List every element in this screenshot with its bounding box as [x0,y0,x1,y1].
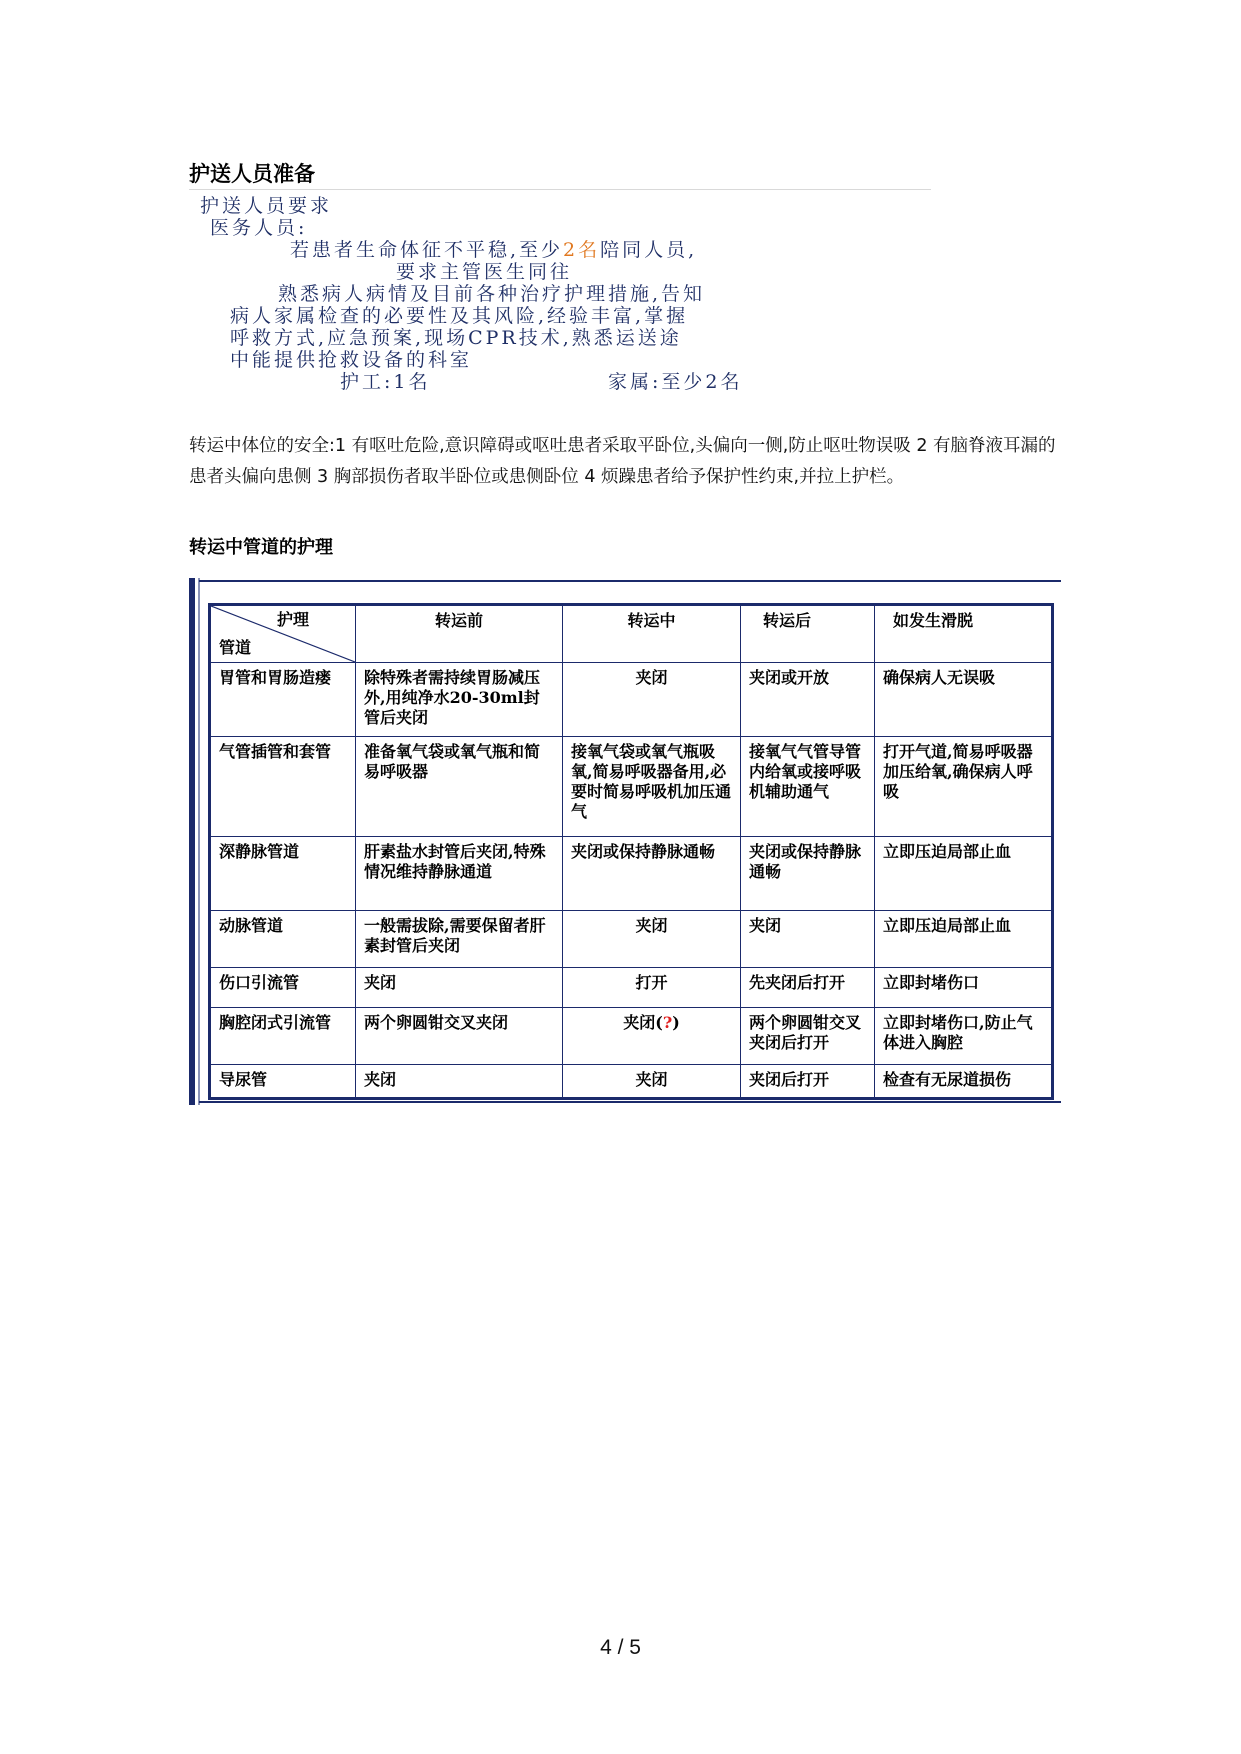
slip-cell: 检查有无尿道损伤 [875,1065,1053,1099]
row-name-cell: 胸腔闭式引流管 [210,1008,356,1065]
before-cell: 夹闭 [356,968,563,1008]
corner-header-cell [210,605,356,663]
frame-bottom-line [199,1101,1061,1103]
before-cell: 除特殊者需持续胃肠减压外,用纯净水20-30ml封管后夹闭 [356,663,563,737]
before-cell: 一般需拔除,需要保留者肝素封管后夹闭 [356,911,563,968]
after-cell: 夹闭或保持静脉通畅 [741,837,875,911]
before-cell: 准备氧气袋或氧气瓶和简易呼吸器 [356,737,563,837]
slip-cell: 确保病人无误吸 [875,663,1053,737]
corner-top-label: 护理 [276,610,309,629]
section-title: 护送人员准备 [189,162,315,186]
requirement-line-1: 若患者生命体征不平稳,至少2名陪同人员, [290,239,698,261]
table-row [210,837,1053,911]
header-during: 转运中 [563,605,741,663]
question-mark: ? [662,1013,673,1032]
requirement-line-3: 熟悉病人病情及目前各种治疗护理措施,告知 [278,283,706,305]
family-count: 家属:至少2名 [608,371,743,393]
medical-staff-label: 医务人员: [210,217,308,239]
slip-cell: 打开气道,简易呼吸器加压给氧,确保病人呼吸 [875,737,1053,837]
after-cell: 夹闭后打开 [741,1065,875,1099]
frame-left-bar-inner [198,578,200,1105]
after-cell: 先夹闭后打开 [741,968,875,1008]
slip-cell: 立即压迫局部止血 [875,911,1053,968]
header-slip: 如发生滑脱 [875,605,1053,663]
slip-cell: 立即封堵伤口 [875,968,1053,1008]
tube-care-table [208,603,1054,1100]
before-cell: 肝素盐水封管后夹闭,特殊情况维持静脉通道 [356,837,563,911]
before-cell: 夹闭 [356,1065,563,1099]
row-name-cell: 深静脉管道 [210,837,356,911]
page-number: 4 / 5 [600,1636,641,1659]
requirement-line-2: 要求主管医生同往 [396,261,573,283]
row-name-cell: 导尿管 [210,1065,356,1099]
position-safety-paragraph: 转运中体位的安全:1 有呕吐危险,意识障碍或呕吐患者采取平卧位,头偏向一侧,防止呕吐物误吸 2 有脑脊液耳漏的患者头偏向患侧 3 胸部损伤者取半卧位或患侧卧位 4 烦躁患者给予保护性约束,并拉上护栏。 [189,436,1056,487]
table-header-row [210,605,1053,663]
requirement-line-4: 病人家属检查的必要性及其风险,经验丰富,掌握 [230,305,689,327]
corner-bottom-label: 管道 [219,638,252,657]
after-cell: 两个卵圆钳交叉夹闭后打开 [741,1008,875,1065]
requirements-image [196,191,916,393]
frame-top-line [199,580,1061,582]
table-row [210,663,1053,737]
during-cell: 打开 [563,968,741,1008]
header-after: 转运后 [741,605,875,663]
row-name-cell: 动脉管道 [210,911,356,968]
table-row [210,911,1053,968]
row-name-cell: 胃管和胃肠造瘘 [210,663,356,737]
slip-cell: 立即封堵伤口,防止气体进入胸腔 [875,1008,1053,1065]
after-cell: 夹闭 [741,911,875,968]
during-cell: 夹闭或保持静脉通畅 [563,837,741,911]
table-row [210,1065,1053,1099]
before-cell: 两个卵圆钳交叉夹闭 [356,1008,563,1065]
header-before: 转运前 [356,605,563,663]
during-cell: 夹闭 [563,1065,741,1099]
requirement-line-6: 中能提供抢救设备的科室 [230,349,473,371]
requirement-line-5: 呼救方式,应急预案,现场CPR技术,熟悉运送途 [230,327,682,349]
during-cell: 夹闭(?) [563,1008,741,1065]
frame-left-bar [189,578,195,1105]
row-name-cell: 伤口引流管 [210,968,356,1008]
during-cell: 夹闭 [563,663,741,737]
subtitle: 转运中管道的护理 [189,537,333,558]
table-row [210,1008,1053,1065]
after-cell: 接氧气气管导管内给氧或接呼吸机辅助通气 [741,737,875,837]
table-row [210,737,1053,837]
requirements-heading: 护送人员要求 [200,195,333,217]
slip-cell: 立即压迫局部止血 [875,837,1053,911]
table-row [210,968,1053,1008]
row-name-cell: 气管插管和套管 [210,737,356,837]
nurse-aide-count: 护工:1名 [340,371,431,393]
title-divider [189,189,931,190]
accent-count: 2名 [563,239,601,261]
after-cell: 夹闭或开放 [741,663,875,737]
during-cell: 夹闭 [563,911,741,968]
during-cell: 接氧气袋或氧气瓶吸氧,简易呼吸器备用,必要时简易呼吸机加压通气 [563,737,741,837]
